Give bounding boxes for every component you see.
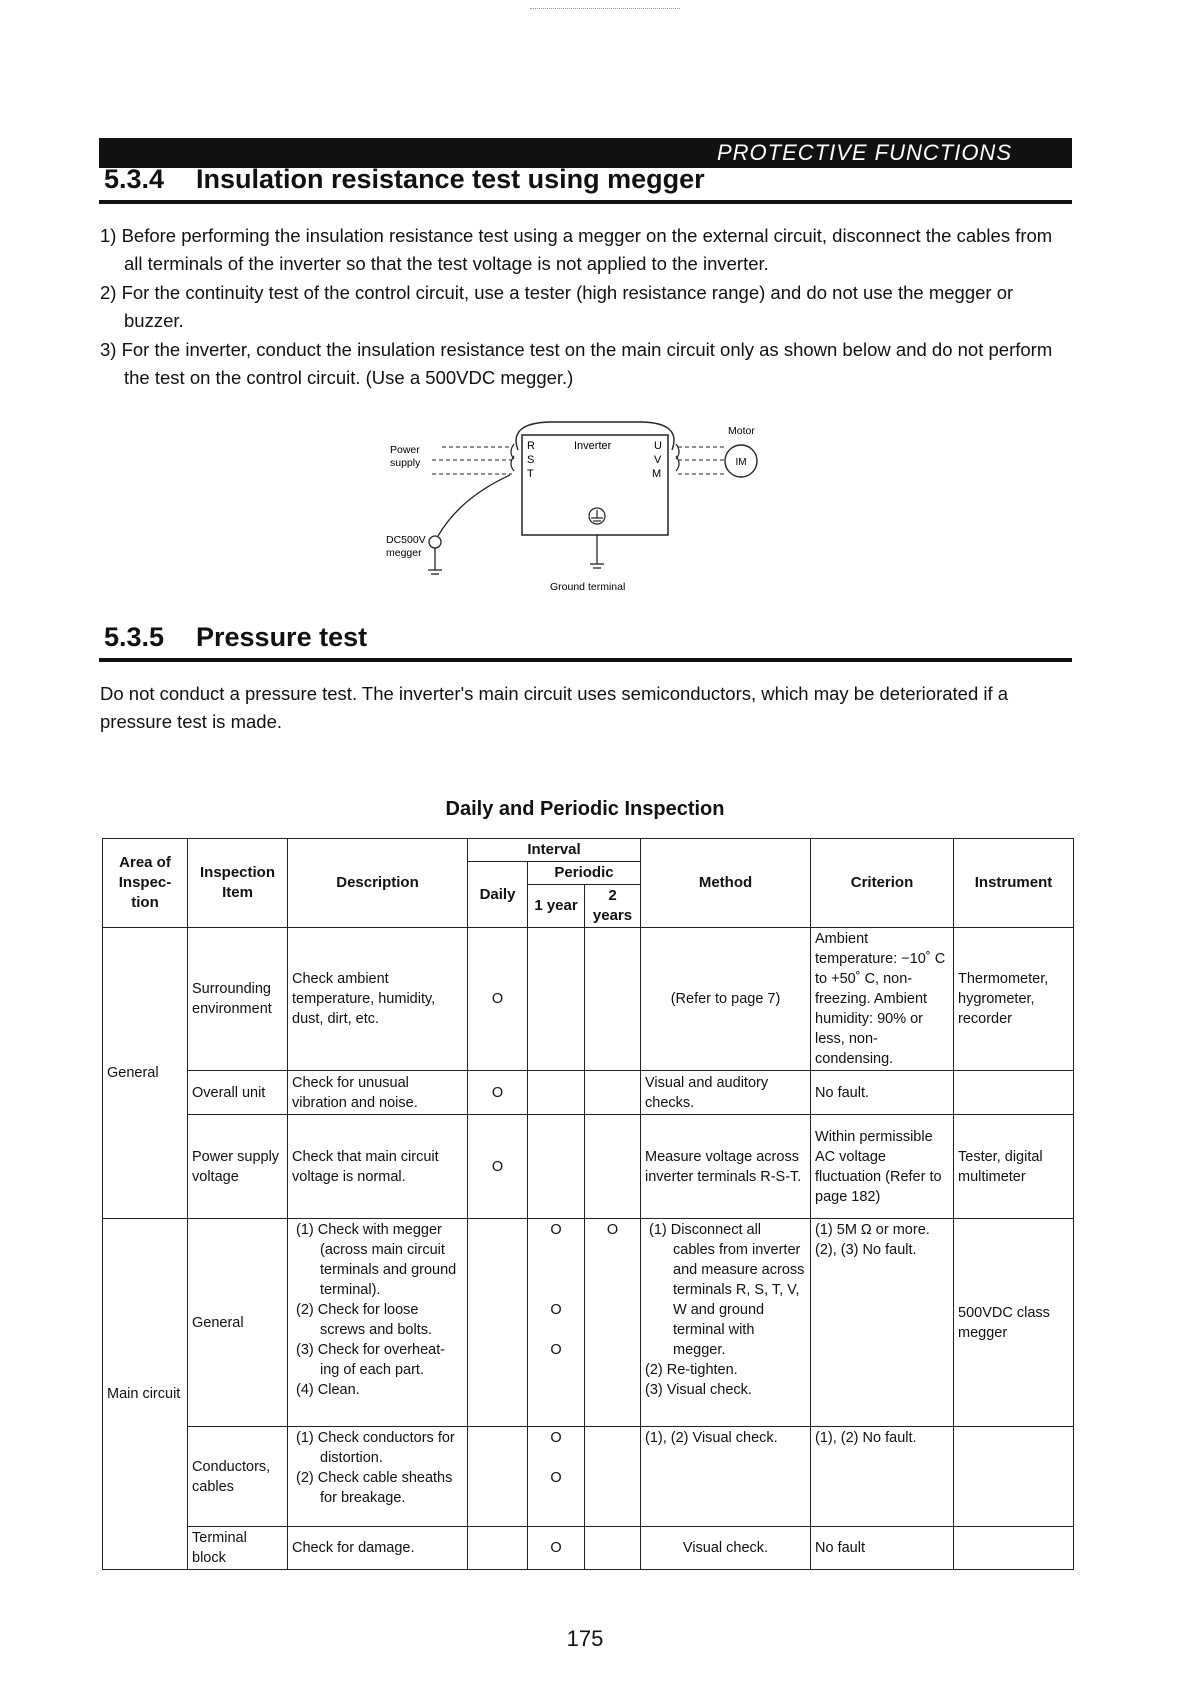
item-cell: Terminal block (188, 1527, 288, 1570)
megger-lead (438, 475, 510, 536)
method-cell: Visual check. (641, 1527, 811, 1570)
section-number: 5.3.5 (104, 622, 165, 652)
list-item-2: 2) For the continuity test of the control circuit, use a tester (high resistance range) and do not use the megger or buzzer. (100, 282, 1014, 331)
terminal-t: T (527, 468, 534, 480)
criterion-line: (2), (3) No fault. (815, 1242, 917, 1258)
header-item: Inspection Item (188, 839, 288, 928)
motor-label: Motor (728, 425, 755, 437)
terminal-s: S (527, 454, 535, 466)
method-cell: Measure voltage across inverter terminals R-S-T. (641, 1115, 811, 1219)
section-title-534 (104, 164, 705, 195)
method-line: (3) Visual check. (645, 1382, 752, 1398)
header-criterion: Criterion (811, 839, 954, 928)
section-title-535 (104, 622, 367, 653)
criterion-cell (811, 1219, 954, 1427)
scan-speck-line (530, 8, 680, 13)
header-periodic: Periodic (528, 862, 641, 885)
area-general: General (103, 928, 188, 1219)
list-item-1: 1) Before performing the insulation resistance test using a megger on the external circuit, disconnect the cables from all terminals of the inverter so that the test voltage is not applied to the inverter. (100, 225, 1053, 274)
method-cell: Visual and auditory checks. (641, 1071, 811, 1115)
daily-mark: O (468, 928, 528, 1071)
header-description: Description (288, 839, 468, 928)
desc-cell: Check that main circuit voltage is normal. (288, 1115, 468, 1219)
desc-line: (1) Check conductors for distortion. (296, 1430, 455, 1466)
section-title-text: Insulation resistance test using megger (196, 164, 705, 194)
terminal-m: M (652, 468, 662, 480)
p1-mark: O (528, 1527, 585, 1570)
desc-line: (4) Clean. (296, 1382, 360, 1398)
table-row (103, 1527, 1074, 1570)
criterion-cell: No fault. (811, 1071, 954, 1115)
desc-cell: Check for unusual vibration and noise. (288, 1071, 468, 1115)
section-header-title: PROTECTIVE FUNCTIONS (716, 140, 1012, 165)
ground-terminal-label: Ground terminal (550, 581, 626, 593)
desc-line: (3) Check for overheat- ing of each part. (296, 1342, 446, 1378)
terminal-u: U (654, 440, 662, 452)
motor-im-label: IM (735, 457, 747, 468)
pressure-test-text: Do not conduct a pressure test. The inverter's main circuit uses semiconductors, which may be deteriorated if a pressure test is made. (100, 683, 1009, 732)
header-instrument: Instrument (954, 839, 1074, 928)
instrument-cell: Tester, digital multimeter (954, 1115, 1074, 1219)
megger-label: megger (386, 547, 422, 559)
power-label: Power (390, 444, 420, 456)
criterion-cell: (1), (2) No fault. (811, 1427, 954, 1527)
table-title: Daily and Periodic Inspection (445, 798, 725, 820)
area-main-circuit: Main circuit (103, 1219, 188, 1570)
item-cell: Conductors, cables (188, 1427, 288, 1527)
terminal-v: V (654, 454, 662, 466)
inverter-label: Inverter (574, 440, 612, 452)
criterion-cell: No fault (811, 1527, 954, 1570)
megger-icon (429, 536, 441, 548)
p2-mark: O (585, 1219, 641, 1427)
section-title-text: Pressure test (196, 622, 368, 652)
section-rule (99, 200, 1072, 204)
table-row (103, 1219, 1074, 1427)
section-number: 5.3.4 (104, 164, 165, 194)
desc-cell: Check ambient temperature, humidity, dust, dirt, etc. (288, 928, 468, 1071)
method-cell: (1), (2) Visual check. (641, 1427, 811, 1527)
daily-mark: O (468, 1115, 528, 1219)
p1-marks (528, 1427, 585, 1527)
header-area: Area of Inspec- tion (103, 839, 188, 928)
method-cell: (Refer to page 7) (641, 928, 811, 1071)
item-cell: Power supply voltage (188, 1115, 288, 1219)
desc-cell: Check for damage. (288, 1527, 468, 1570)
section-rule (99, 658, 1072, 662)
megger-test-diagram (386, 418, 800, 598)
item-cell: Overall unit (188, 1071, 288, 1115)
page-number: 175 (566, 1626, 604, 1651)
p1-mark: O (550, 1342, 562, 1358)
list-item-3: 3) For the inverter, conduct the insulation resistance test on the main circuit only as shown below and do not perform the test on the control circuit. (Use a 500VDC megger.) (100, 339, 1053, 388)
header-2-years: 2 years (585, 885, 641, 928)
p1-mark: O (550, 1222, 562, 1238)
criterion-line: (1) 5M Ω or more. (815, 1222, 930, 1238)
method-line: (2) Re-tighten. (645, 1362, 738, 1378)
desc-cell (288, 1427, 468, 1527)
supply-label: supply (390, 457, 421, 469)
header-method: Method (641, 839, 811, 928)
p1-marks (528, 1219, 585, 1427)
header-interval: Interval (468, 839, 641, 862)
header-daily: Daily (468, 862, 528, 928)
instrument-cell: 500VDC class megger (954, 1219, 1074, 1427)
instrument-cell: Thermometer, hygrometer, recorder (954, 928, 1074, 1071)
desc-cell (288, 1219, 468, 1427)
table-row (103, 1071, 1074, 1115)
daily-mark: O (468, 1071, 528, 1115)
dc500v-label: DC500V (386, 534, 426, 546)
criterion-cell: Ambient temperature: −10˚ C to +50˚ C, non-freezing. Ambient humidity: 90% or less, non-condensing. (811, 928, 954, 1071)
p1-mark: O (550, 1430, 562, 1446)
terminal-r: R (527, 440, 535, 452)
inspection-table (102, 838, 1074, 1570)
item-cell: General (188, 1219, 288, 1427)
table-row (103, 1427, 1074, 1527)
desc-line: (2) Check cable sheaths for breakage. (296, 1470, 453, 1506)
p1-mark: O (550, 1470, 562, 1486)
header-1-year: 1 year (528, 885, 585, 928)
desc-line: (2) Check for loose screws and bolts. (296, 1302, 433, 1338)
table-row (103, 928, 1074, 1071)
method-cell (641, 1219, 811, 1427)
p1-mark: O (550, 1302, 562, 1318)
table-row (103, 1115, 1074, 1219)
item-cell: Surrounding environment (188, 928, 288, 1071)
criterion-cell: Within permissible AC voltage fluctuation (Refer to page 182) (811, 1115, 954, 1219)
desc-line: (1) Check with megger (across main circuit terminals and ground terminal). (296, 1222, 457, 1298)
method-line: (1) Disconnect all cables from inverter and measure across terminals R, S, T, V, W and ground terminal with megger. (649, 1222, 805, 1358)
